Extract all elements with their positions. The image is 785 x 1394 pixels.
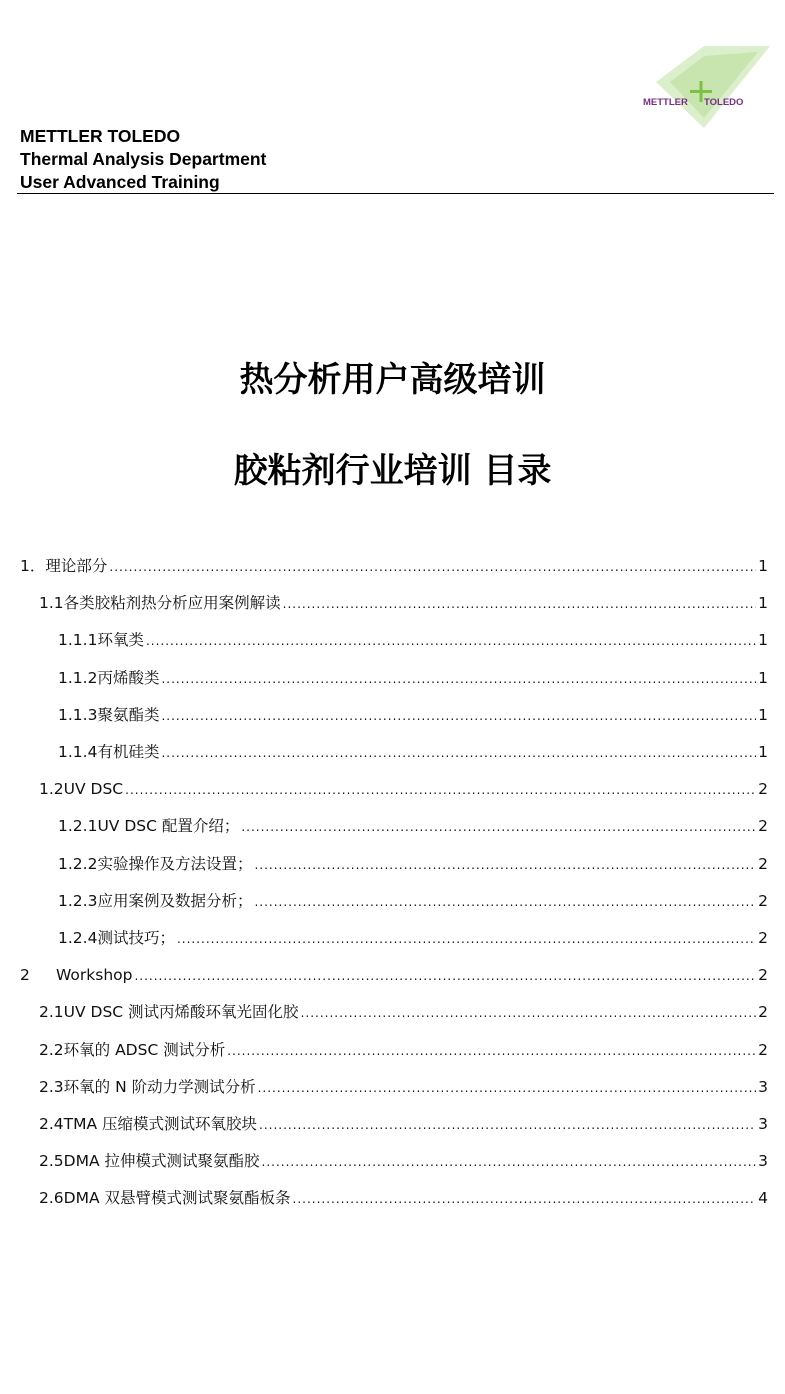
toc-entry-label: 实验操作及方法设置； xyxy=(97,855,253,873)
header-training: User Advanced Training xyxy=(20,172,220,192)
toc-entry-label: UV DSC xyxy=(63,780,124,798)
logo-diamond-icon xyxy=(640,44,772,128)
toc-entry-label: TMA 压缩模式测试环氧胶块 xyxy=(63,1115,258,1133)
logo-text-left: METTLER xyxy=(643,97,688,108)
toc-dot-leader xyxy=(254,890,756,914)
toc-entry-label: DMA 双悬臂模式测试聚氨酯板条 xyxy=(63,1189,291,1207)
toc-entry-label: 环氧类 xyxy=(97,631,144,649)
toc-entry-number: 2 xyxy=(20,966,30,984)
toc-entry-number: 1.1.1 xyxy=(58,631,98,649)
toc-dot-leader xyxy=(293,1187,757,1211)
toc-entry[interactable] xyxy=(58,889,768,913)
toc-entry-page: 2 xyxy=(758,817,768,835)
document-header xyxy=(20,125,266,194)
toc-entry-label: 环氧的 N 阶动力学测试分析 xyxy=(63,1078,256,1096)
document-subtitle: 胶粘剂行业培训 目录 xyxy=(233,451,552,491)
toc-entry-page: 2 xyxy=(758,1041,768,1059)
toc-entry-page: 1 xyxy=(758,743,768,761)
toc-entry-page: 4 xyxy=(758,1189,768,1207)
toc-entry[interactable] xyxy=(58,628,768,652)
toc-entry-label: 丙烯酸类 xyxy=(97,669,160,687)
toc-entry-number: 1.2.1 xyxy=(58,817,98,835)
toc-dot-leader xyxy=(125,778,756,802)
toc-dot-leader xyxy=(161,741,756,765)
toc-entry-label: 有机硅类 xyxy=(97,743,160,761)
toc-dot-leader xyxy=(258,1076,757,1100)
toc-entry[interactable] xyxy=(39,1149,768,1173)
toc-entry-page: 2 xyxy=(758,892,768,910)
header-company: METTLER TOLEDO xyxy=(20,126,181,146)
toc-entry-number: 1.1.3 xyxy=(58,706,98,724)
toc-dot-leader xyxy=(134,964,756,988)
document-title: 热分析用户高级培训 xyxy=(239,360,546,400)
toc-entry[interactable] xyxy=(39,591,768,615)
toc-entry-number: 1． xyxy=(20,557,46,575)
toc-entry-label: 理论部分 xyxy=(45,557,108,575)
toc-entry-number: 2.1 xyxy=(39,1003,64,1021)
toc-dot-leader xyxy=(262,1150,757,1174)
toc-entry[interactable] xyxy=(39,1075,768,1099)
toc-entry-number: 2.2 xyxy=(39,1041,64,1059)
toc-entry-label: UV DSC 测试丙烯酸环氧光固化胶 xyxy=(63,1003,299,1021)
toc-entry[interactable] xyxy=(58,703,768,727)
toc-entry[interactable] xyxy=(20,554,768,578)
toc-entry-page: 2 xyxy=(758,966,768,984)
toc-entry-label: 各类胶粘剂热分析应用案例解读 xyxy=(63,594,281,612)
toc-entry-number: 2.6 xyxy=(39,1189,64,1207)
toc-entry-number: 1.1.2 xyxy=(58,669,98,687)
toc-entry-page: 1 xyxy=(758,706,768,724)
toc-entry[interactable] xyxy=(58,814,768,838)
toc-entry-label: 环氧的 ADSC 测试分析 xyxy=(63,1041,226,1059)
toc-dot-leader xyxy=(227,1039,756,1063)
toc-entry-page: 3 xyxy=(758,1152,768,1170)
toc-entry-number: 1.2 xyxy=(39,780,64,798)
toc-entry-page: 2 xyxy=(758,855,768,873)
toc-entry-label: UV DSC 配置介绍； xyxy=(97,817,240,835)
toc-entry-page: 2 xyxy=(758,1003,768,1021)
toc-entry-label: 聚氨酯类 xyxy=(97,706,160,724)
toc-entry-number: 1.1 xyxy=(39,594,64,612)
toc-entry-page: 3 xyxy=(758,1078,768,1096)
toc-entry-page: 1 xyxy=(758,631,768,649)
toc-entry-number: 2.3 xyxy=(39,1078,64,1096)
toc-dot-leader xyxy=(161,704,756,728)
toc-entry-page: 1 xyxy=(758,557,768,575)
toc-entry[interactable] xyxy=(58,740,768,764)
logo-text-right: TOLEDO xyxy=(704,97,744,108)
header-department: Thermal Analysis Department xyxy=(20,149,267,169)
toc-entry-page: 2 xyxy=(758,929,768,947)
toc-dot-leader xyxy=(109,555,756,579)
toc-entry-number: 2.4 xyxy=(39,1115,64,1133)
toc-entry-number: 1.1.4 xyxy=(58,743,98,761)
toc-dot-leader xyxy=(241,815,756,839)
toc-entry-number: 1.2.4 xyxy=(58,929,98,947)
toc-entry[interactable] xyxy=(58,666,768,690)
toc-entry[interactable] xyxy=(39,1000,768,1024)
toc-dot-leader xyxy=(259,1113,756,1137)
toc-entry[interactable] xyxy=(58,926,768,950)
toc-entry-page: 1 xyxy=(758,669,768,687)
toc-entry-label: 应用案例及数据分析； xyxy=(97,892,253,910)
toc-dot-leader xyxy=(177,927,756,951)
toc-entry-number: 1.2.2 xyxy=(58,855,98,873)
mettler-toledo-logo xyxy=(640,44,772,128)
toc-entry[interactable] xyxy=(39,1186,768,1210)
toc-entry[interactable] xyxy=(39,777,768,801)
toc-dot-leader xyxy=(254,853,756,877)
toc-entry[interactable] xyxy=(20,963,768,987)
toc-entry-page: 2 xyxy=(758,780,768,798)
toc-entry[interactable] xyxy=(58,852,768,876)
toc-entry-number: 1.2.3 xyxy=(58,892,98,910)
toc-entry-page: 3 xyxy=(758,1115,768,1133)
toc-entry-label: Workshop xyxy=(56,966,133,984)
toc-entry-number: 2.5 xyxy=(39,1152,64,1170)
toc-entry-label: 测试技巧； xyxy=(97,929,175,947)
toc-dot-leader xyxy=(301,1001,757,1025)
toc-entry-label: DMA 拉伸模式测试聚氨酯胶 xyxy=(63,1152,260,1170)
toc-dot-leader xyxy=(146,629,756,653)
header-divider xyxy=(17,193,774,194)
toc-dot-leader xyxy=(161,667,756,691)
toc-entry[interactable] xyxy=(39,1038,768,1062)
toc-entry-page: 1 xyxy=(758,594,768,612)
toc-dot-leader xyxy=(283,592,756,616)
toc-entry[interactable] xyxy=(39,1112,768,1136)
